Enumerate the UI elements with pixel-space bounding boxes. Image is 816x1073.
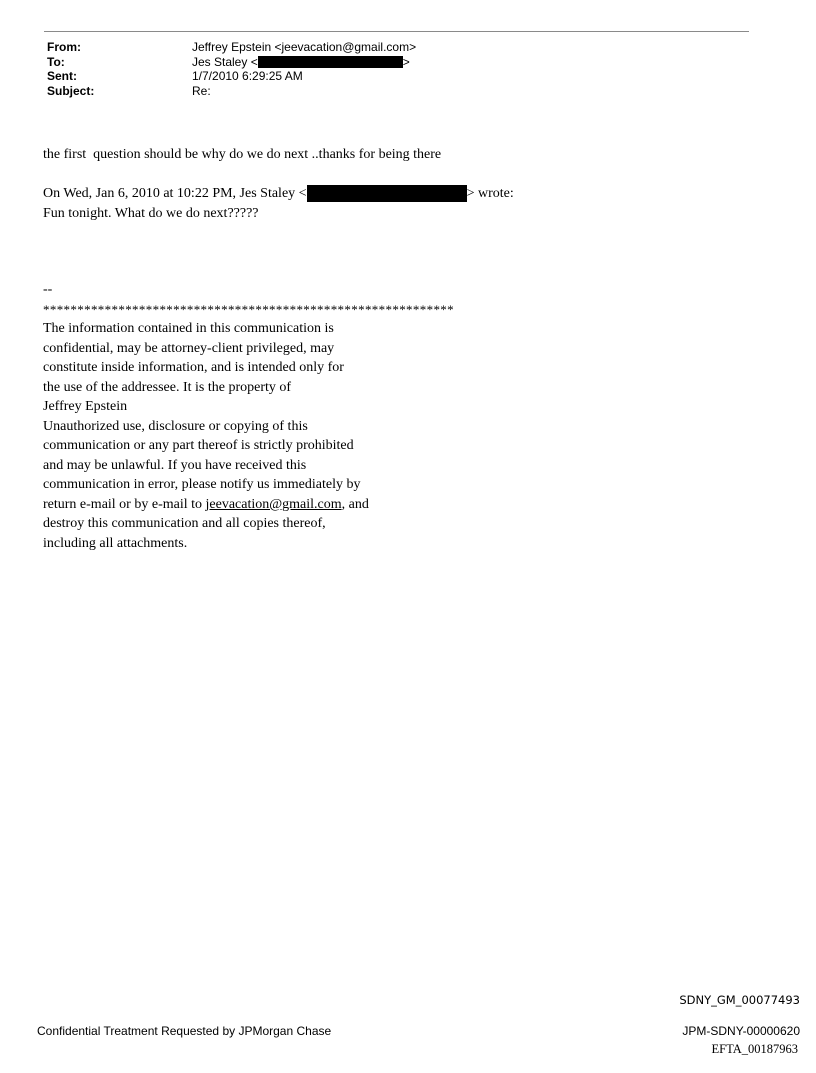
signature-separator: --: [43, 282, 53, 297]
sent-value: 1/7/2010 6:29:25 AM: [192, 69, 303, 83]
redaction-block: [258, 56, 403, 68]
disclaimer-line: The information contained in this communication is: [43, 321, 334, 336]
disclaimer-line: confidential, may be attorney-client privileged, may: [43, 340, 335, 356]
quoted-message: [43, 184, 514, 223]
from-row: [47, 40, 416, 55]
jpm-bates-stamp: JPM-SDNY-00000620: [682, 1024, 800, 1038]
disclaimer-line: communication in error, please notify us immediately by: [43, 477, 361, 492]
disclaimer-line: the use of the addressee. It is the property of: [43, 379, 292, 395]
to-row: [47, 55, 416, 70]
to-name: Jes Staley <: [192, 54, 258, 69]
quote-prefix: On Wed, Jan 6, 2010 at 10:22 PM, Jes Staley <: [43, 186, 307, 201]
disclaimer-text: , and: [341, 496, 369, 512]
disclaimer-line: including all attachments.: [43, 535, 188, 551]
disclaimer-line: [43, 495, 369, 515]
disclaimer-line: communication or any part thereof is strictly prohibited: [43, 438, 354, 453]
subject-value: Re:: [192, 83, 211, 98]
disclaimer-line: and may be unlawful. If you have received this: [43, 457, 307, 473]
email-header: [47, 40, 416, 98]
redaction-block: [307, 185, 467, 202]
sdny-bates-stamp: SDNY_GM_00077493: [679, 993, 800, 1007]
quote-attribution: [43, 184, 514, 204]
confidential-footer: Confidential Treatment Requested by JPMorgan Chase: [37, 1024, 332, 1038]
disclaimer-line: Unauthorized use, disclosure or copying of this: [43, 418, 308, 434]
disclaimer-line: destroy this communication and all copies thereof,: [43, 516, 326, 531]
message-text: the first question should be why do we do next ..thanks for being there: [43, 147, 442, 162]
from-label: From:: [47, 40, 81, 54]
to-value: [192, 55, 410, 70]
to-close: >: [402, 54, 410, 69]
to-label: To:: [47, 54, 65, 69]
sent-label: Sent:: [47, 69, 77, 83]
disclaimer-text: return e-mail or by e-mail to: [43, 496, 206, 512]
email-link[interactable]: jeevacation@gmail.com: [205, 496, 342, 512]
signature-stars: ************************************************************: [43, 301, 454, 317]
confidentiality-disclaimer: [43, 319, 369, 553]
disclaimer-line: constitute inside information, and is intended only for: [43, 360, 344, 375]
disclaimer-line: Jeffrey Epstein: [43, 399, 128, 414]
efta-bates-stamp: EFTA_00187963: [711, 1042, 798, 1056]
header-divider: [44, 31, 749, 32]
quote-suffix: > wrote:: [466, 186, 514, 201]
signature-block: [43, 280, 454, 319]
subject-row: [47, 84, 416, 99]
from-value: Jeffrey Epstein <jeevacation@gmail.com>: [192, 40, 417, 54]
subject-label: Subject:: [47, 83, 95, 98]
sent-row: [47, 69, 416, 84]
quote-text: Fun tonight. What do we do next?????: [43, 205, 259, 221]
